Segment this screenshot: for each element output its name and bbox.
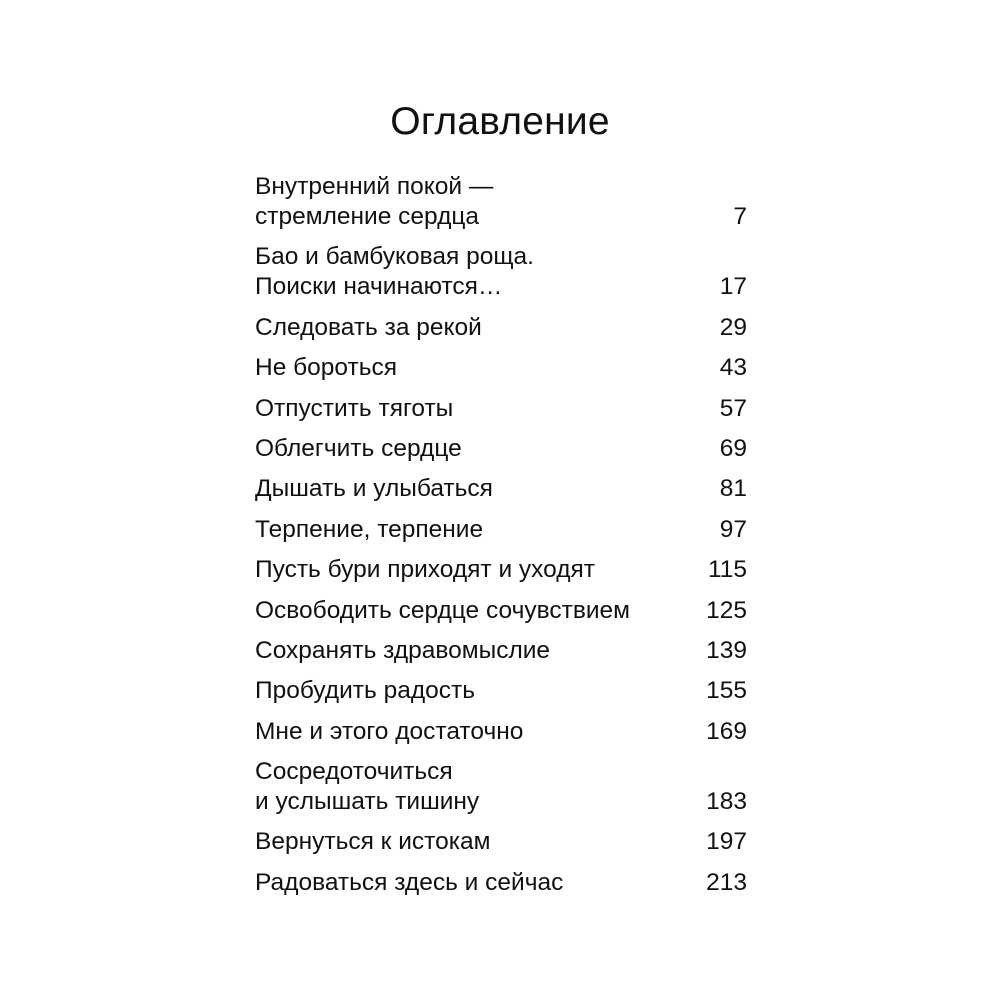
toc-entry-title: Сохранять здравомыслие	[255, 636, 551, 664]
toc-entry[interactable]	[255, 827, 747, 857]
toc-entry-page-number: 155	[706, 677, 747, 705]
toc-entry-title: Пробудить радость	[255, 677, 475, 705]
toc-entry[interactable]	[255, 474, 747, 504]
toc-entry-title: Следовать за рекой	[255, 313, 482, 341]
toc-entry-page-number: 169	[706, 717, 747, 745]
toc-entry-title: Освободить сердце сочувствием	[255, 596, 631, 624]
toc-entry-page-number: 183	[706, 788, 747, 816]
toc-entry[interactable]	[255, 717, 747, 747]
toc-entry-title: Вернуться к истокам	[255, 828, 491, 856]
toc-entry-title: Сосредоточиться и услышать тишину	[255, 758, 480, 816]
toc-entry[interactable]	[255, 434, 747, 464]
toc-entry-page-number: 115	[707, 556, 747, 584]
toc-entry-page-number: 43	[719, 354, 747, 382]
toc-entry-page-number: 197	[706, 828, 747, 856]
toc-entry[interactable]	[255, 515, 747, 545]
toc-entry[interactable]	[255, 394, 747, 424]
toc-entry[interactable]	[255, 757, 747, 817]
toc-entry[interactable]	[255, 596, 747, 626]
toc-entry-title: Пусть бури приходят и уходят	[255, 556, 596, 584]
toc-entry-title: Не бороться	[255, 354, 397, 382]
toc-entry-page-number: 29	[719, 313, 747, 341]
toc-entry-title: Радоваться здесь и сейчас	[255, 868, 564, 896]
table-of-contents	[255, 172, 747, 908]
toc-entry-title: Отпустить тяготы	[255, 394, 454, 422]
toc-entry-title: Дышать и улыбаться	[255, 475, 493, 503]
toc-entry[interactable]	[255, 676, 747, 706]
toc-entry[interactable]	[255, 555, 747, 585]
toc-entry-page-number: 57	[719, 394, 747, 422]
toc-entry-page-number: 213	[706, 868, 747, 896]
toc-entry-page-number: 97	[719, 515, 747, 543]
toc-entry-page-number: 139	[706, 636, 747, 664]
toc-entry-page-number: 7	[733, 203, 747, 230]
toc-entry-page-number: 125	[706, 596, 747, 624]
toc-entry-title: Облегчить сердце	[255, 434, 462, 462]
toc-entry-page-number: 17	[719, 273, 747, 301]
toc-entry[interactable]	[255, 242, 747, 302]
page-title: Оглавление	[390, 100, 610, 143]
toc-entry-page-number: 69	[719, 434, 747, 462]
toc-entry[interactable]	[255, 172, 747, 232]
toc-entry-title: Терпение, терпение	[255, 515, 484, 543]
toc-entry-page-number: 81	[719, 475, 747, 503]
toc-entry-title: Бао и бамбуковая роща. Поиски начинаются…	[255, 243, 534, 301]
toc-entry[interactable]	[255, 313, 747, 343]
toc-entry-title: Внутренний покой — стремление сердца	[255, 173, 494, 230]
toc-entry[interactable]	[255, 868, 747, 898]
toc-entry[interactable]	[255, 353, 747, 383]
toc-entry[interactable]	[255, 636, 747, 666]
toc-entry-title: Мне и этого достаточно	[255, 717, 524, 745]
